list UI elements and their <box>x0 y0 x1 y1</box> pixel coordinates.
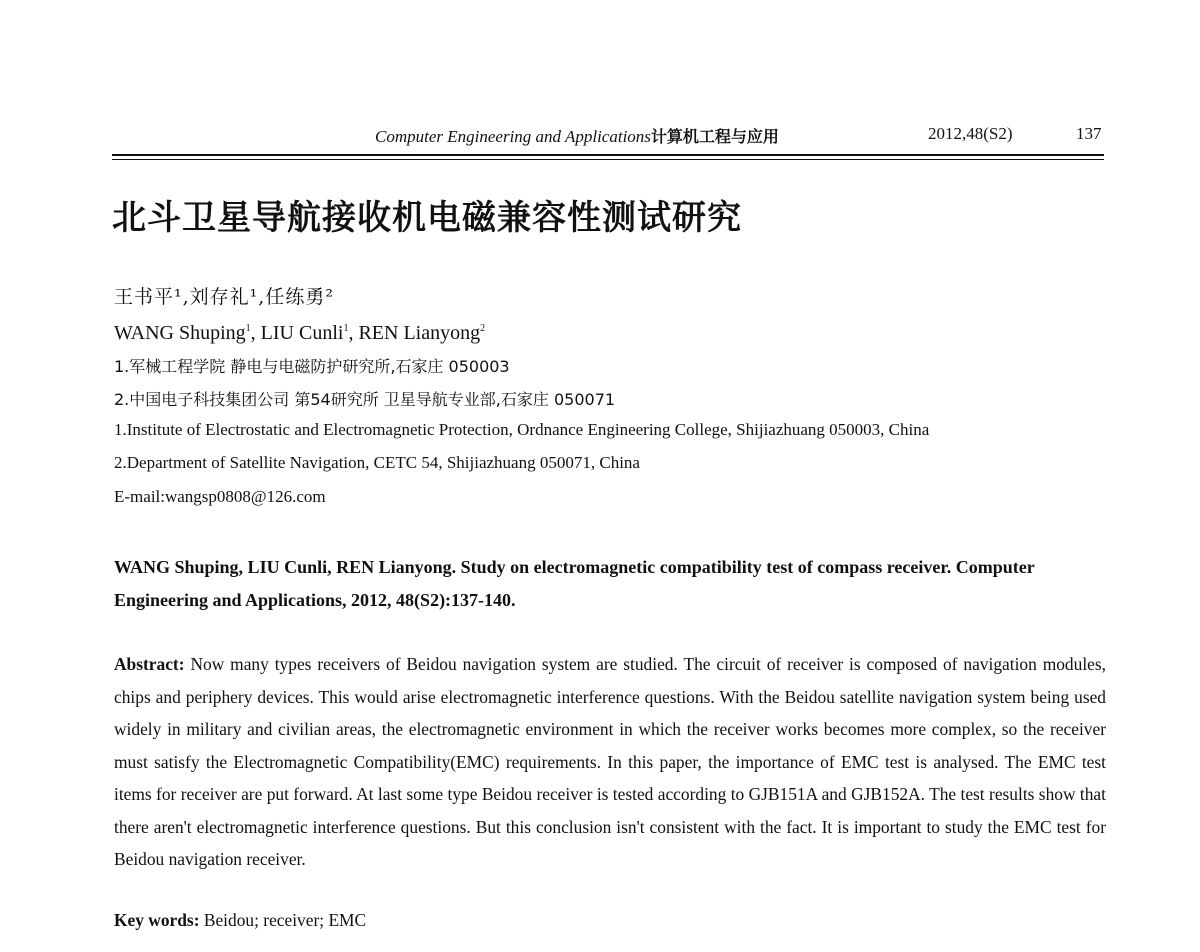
author-3-affiliation: 2 <box>480 323 486 334</box>
affiliation-en-2: 2.Department of Satellite Navigation, CETC 54, Shijiazhuang 050071, China <box>114 453 640 472</box>
running-header-journal <box>375 124 779 147</box>
author-2-affiliation: 1 <box>343 323 349 334</box>
header-rule-thick <box>112 154 1104 156</box>
authors-en: WANG Shuping$^1$, LIU Cunli$^1$, REN Lianyong$^2$ <box>114 322 486 344</box>
author-3: REN Lianyong <box>358 322 481 344</box>
journal-name-cn: 计算机工程与应用 <box>650 127 779 146</box>
affiliation-cn-1: 1.军械工程学院 静电与电磁防护研究所,石家庄 050003 <box>114 357 510 376</box>
author-2: LIU Cunli <box>260 322 344 344</box>
affiliation-en-1: 1.Institute of Electrostatic and Electromagnetic Protection, Ordnance Engineering College, Shijiazhuang 050003, China <box>114 420 930 439</box>
abstract-label: Abstract: <box>114 654 185 674</box>
keywords-label: Key words: <box>114 910 200 930</box>
author-1-affiliation: 1 <box>245 323 251 334</box>
authors-cn: 王书平¹,刘存礼¹,任练勇² <box>114 286 334 308</box>
year-volume: 2012,48(S2) <box>928 124 1013 143</box>
citation: WANG Shuping, LIU Cunli, REN Lianyong. Study on electromagnetic compatibility test of compass receiver. Computer Engineering and Applications, 2012, 48(S2):137-140. <box>114 557 1035 610</box>
keywords <box>114 910 366 931</box>
paper-title: 北斗卫星导航接收机电磁兼容性测试研究 <box>112 198 742 238</box>
journal-name-en: Computer Engineering and Applications <box>375 127 651 146</box>
abstract <box>114 648 1106 876</box>
author-email: E-mail:wangsp0808@126.com <box>114 487 326 506</box>
affiliation-cn-2: 2.中国电子科技集团公司 第54研究所 卫星导航专业部,石家庄 050071 <box>114 390 616 409</box>
author-1: WANG Shuping <box>114 322 246 344</box>
header-rule-thin <box>112 159 1104 160</box>
keywords-text: Beidou; receiver; EMC <box>203 910 367 930</box>
abstract-text: Now many types receivers of Beidou navigation system are studied. The circuit of receiver is composed of navigation modules, chips and periphery devices. This would arise electromagnetic interference questions. With the Beidou satellite navigation system being used widely in military and civilian areas, the electromagnetic environment in which the receiver works becomes more complex, so the receiver must satisfy the Electromagnetic Compatibility(EMC) requirements. In this paper, the importance of EMC test is analysed. The EMC test items for receiver are put forward. At last some type Beidou receiver is tested according to GJB151A and GJB152A. The test results show that there aren't electromagnetic interference questions. But this conclusion isn't consistent with the fact. It is important to study the EMC test for Beidou navigation receiver. <box>114 654 1106 869</box>
page-number: 137 <box>1076 124 1102 143</box>
